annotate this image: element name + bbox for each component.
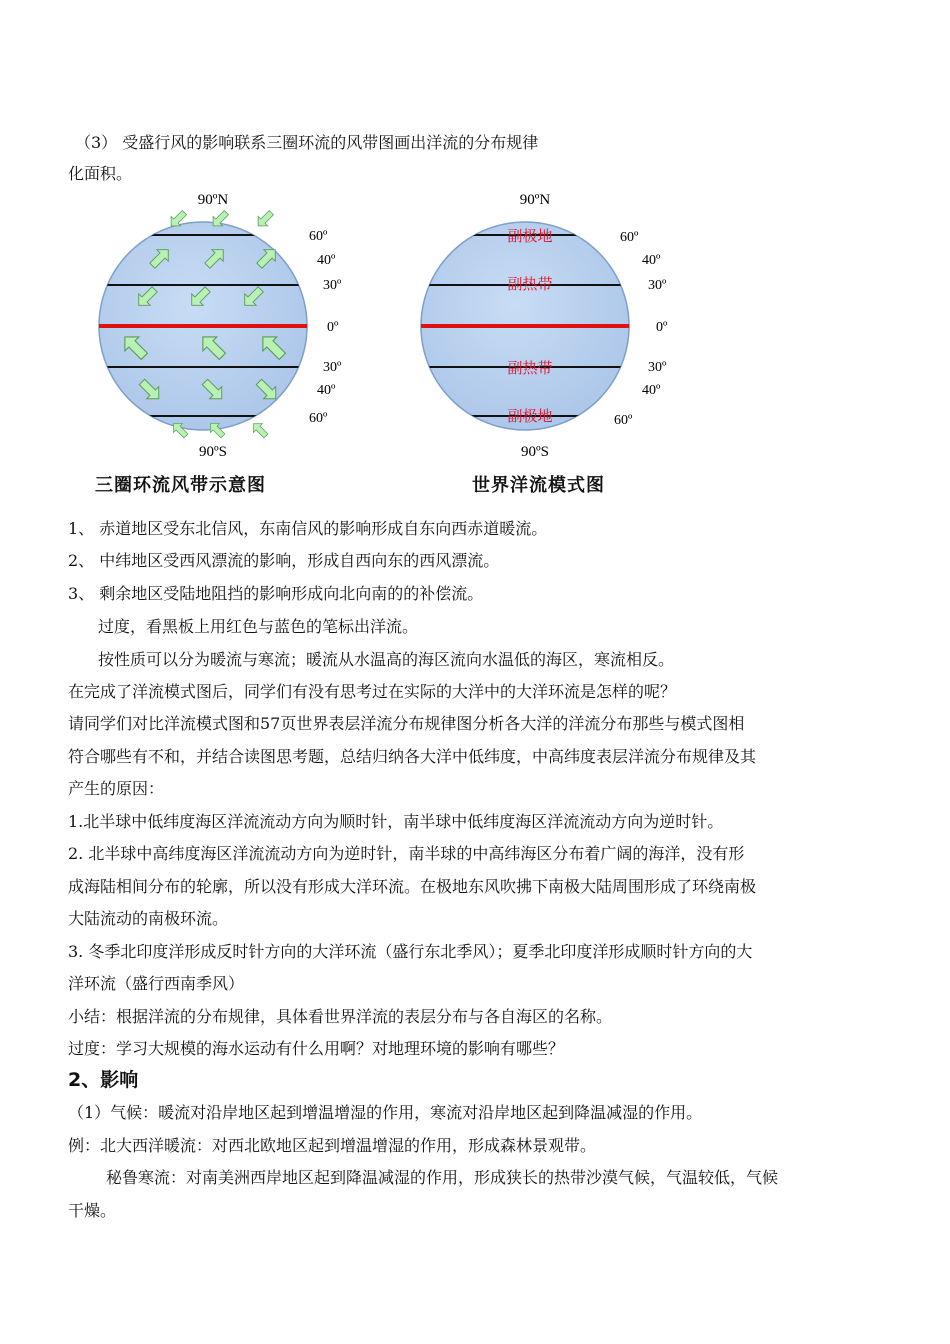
world-ocean-current-model-diagram	[410, 190, 690, 460]
zone-label: 副热带	[507, 359, 553, 377]
lat-label: 60º	[309, 229, 328, 244]
north-pole-label: 90ºN	[519, 192, 551, 208]
text-line: 化面积。	[68, 164, 133, 183]
text-line: 例：北大西洋暖流：对西北欧地区起到增温增湿的作用，形成森林景观带。	[68, 1136, 597, 1155]
left-diagram-caption: 三圈环流风带示意图	[95, 475, 266, 496]
text-line: 2、 中纬地区受西风漂流的影响，形成自西向东的西风漂流。	[68, 551, 500, 570]
text-line: 洋环流（盛行西南季风）	[68, 974, 245, 993]
lat-label: 40º	[642, 253, 661, 268]
north-pole-label: 90ºN	[197, 192, 229, 208]
text-line: 大陆流动的南极环流。	[68, 909, 229, 928]
wind-arrow	[249, 419, 270, 440]
text-line: 在完成了洋流模式图后，同学们有没有思考过在实际的大洋中的大洋环流是怎样的呢？	[68, 682, 677, 701]
text-line: 3. 冬季北印度洋形成反时针方向的大洋环流（盛行东北季风）；夏季北印度洋形成顺时针方向的大	[68, 942, 753, 961]
lat-label: 40º	[317, 253, 336, 268]
text-line: 过度，看黑板上用红色与蓝色的笔标出洋流。	[98, 617, 419, 636]
text-line: 1.北半球中低纬度海区洋流流动方向为顺时针，南半球中低纬度海区洋流流动方向为逆时针。	[68, 812, 724, 831]
section-heading: 2、影响	[68, 1069, 139, 1091]
text-line: （1）气候：暖流对沿岸地区起到增温增湿的作用，寒流对沿岸地区起到降温减湿的作用。	[68, 1103, 703, 1122]
text-line: 3、 剩余地区受陆地阻挡的影响形成向北向南的的补偿流。	[68, 584, 484, 603]
lat-label: 60º	[614, 413, 633, 428]
text-line: 秘鲁寒流：对南美洲西岸地区起到降温减湿的作用，形成狭长的热带沙漠气候，气温较低，气候	[106, 1168, 779, 1187]
right-diagram-caption: 世界洋流模式图	[472, 475, 605, 496]
south-pole-label: 90ºS	[199, 444, 227, 460]
zone-label: 副极地	[507, 227, 553, 245]
three-cell-circulation-diagram	[95, 190, 355, 460]
lat-label: 60º	[620, 230, 639, 245]
lat-label: 0º	[327, 320, 339, 335]
wind-arrow	[253, 208, 276, 231]
text-line: 请同学们对比洋流模式图和57页世界表层洋流分布规律图分析各大洋的洋流分布那些与模式图相	[68, 714, 745, 733]
text-line: 符合哪些有不和，并结合读图思考题，总结归纳各大洋中低纬度，中高纬度表层洋流分布规律及其	[68, 747, 757, 766]
lat-label: 30º	[323, 278, 342, 293]
text-line: 成海陆相间分布的轮廓，所以没有形成大洋环流。在极地东风吹拂下南极大陆周围形成了环绕南极	[68, 877, 757, 896]
text-line: 2. 北半球中高纬度海区洋流流动方向为逆时针，南半球的中高纬海区分布着广阔的海洋，没有形	[68, 844, 745, 863]
zone-label: 副热带	[507, 275, 553, 293]
text-line: 过度：学习大规模的海水运动有什么用啊？对地理环境的影响有哪些？	[68, 1039, 565, 1058]
lat-label: 60º	[309, 411, 328, 426]
lat-label: 30º	[323, 360, 342, 375]
south-pole-label: 90ºS	[521, 444, 549, 460]
zone-label: 副极地	[507, 407, 553, 425]
text-line: （3） 受盛行风的影响联系三圈环流的风带图画出洋流的分布规律	[75, 133, 539, 152]
text-line: 1、 赤道地区受东北信风，东南信风的影响形成自东向西赤道暖流。	[68, 519, 548, 538]
lat-label: 40º	[317, 383, 336, 398]
lat-label: 30º	[648, 278, 667, 293]
text-line: 按性质可以分为暖流与寒流；暖流从水温高的海区流向水温低的海区，寒流相反。	[98, 650, 675, 669]
text-line: 小结：根据洋流的分布规律，具体看世界洋流的表层分布与各自海区的名称。	[68, 1007, 613, 1026]
text-line: 产生的原因：	[68, 779, 165, 798]
lat-label: 40º	[642, 383, 661, 398]
text-line: 干燥。	[68, 1201, 117, 1220]
lat-label: 30º	[648, 360, 667, 375]
lat-label: 0º	[656, 320, 668, 335]
